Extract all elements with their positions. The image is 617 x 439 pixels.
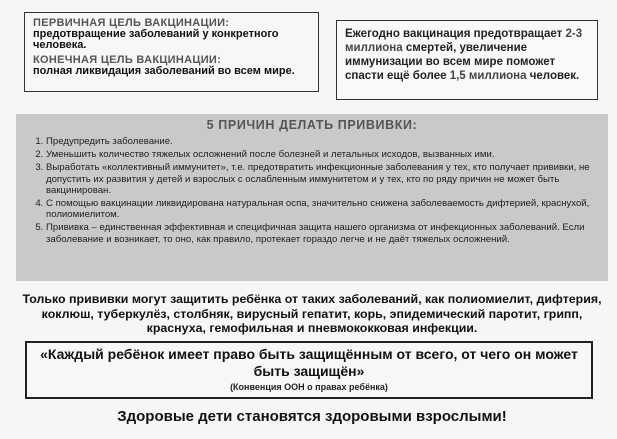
final-goal-text: полная ликвидация заболеваний во всем мире.: [33, 65, 295, 77]
vaccination-goals-box: [24, 12, 319, 92]
reason-item-4: 4. С помощью вакцинации ликвидирована натуральная оспа, значительно снижена заболеваемость дифтерией, краснухой, полиомиелитом.: [46, 198, 598, 220]
reason-item-3: 3. Выработать «коллективный иммунитет», т.е. предотвратить инфекционные заболевания у тех, кто получает прививки, не допустить их развития у детей и взрослых с ослабленным иммунитетом и у тех, кто по ряду причин не может быть вакцинирован.: [46, 162, 598, 196]
reasons-title: 5 ПРИЧИН ДЕЛАТЬ ПРИВИВКИ:: [206, 118, 418, 132]
reason-item-2: 2. Уменьшить количество тяжелых осложнений после болезней и летальных исходов, вызванных ими.: [46, 149, 598, 160]
stat-text-3: человек.: [529, 70, 580, 82]
stat-text-2: смертей, увеличение иммунизации во всем мире поможет спасти ещё более: [345, 42, 556, 82]
un-convention-quote-box: [25, 341, 593, 399]
reasons-list: [26, 136, 598, 245]
final-goal-heading: КОНЕЧНАЯ ЦЕЛЬ ВАКЦИНАЦИИ:: [33, 54, 222, 66]
primary-goal-heading: ПЕРВИЧНАЯ ЦЕЛЬ ВАКЦИНАЦИИ:: [33, 17, 230, 29]
reason-item-5: 5. Прививка – единственная эффективная и специфичная защита нашего организма от инфекционных заболеваний. Если заболевание и возникает, то оно, как правило, протекает гораздо легче и не даёт тяжелых осложнений.: [46, 222, 598, 244]
motto: Здоровые дети становятся здоровыми взрослыми!: [117, 408, 507, 425]
stat-number-deaths: 2-3 миллиона: [345, 28, 583, 54]
quote-source: (Конвенция ООН о правах ребёнка): [230, 382, 388, 392]
statistics-text: [345, 27, 589, 83]
quote-text: «Каждый ребёнок имеет право быть защищённым от всего, от чего он может быть защищён»: [40, 346, 578, 379]
primary-goal-text: предотвращение заболеваний у конкретного человека.: [33, 28, 279, 51]
five-reasons-section: [16, 114, 608, 281]
stat-text-1: Ежегодно вакцинация предотвращает: [345, 28, 563, 40]
stat-number-lives: 1,5 миллиона: [449, 70, 527, 82]
vaccination-statistics-box: [336, 20, 598, 100]
reason-item-1: 1. Предупредить заболевание.: [46, 136, 598, 147]
only-vaccines-paragraph: Только прививки могут защитить ребёнка от таких заболеваний, как полиомиелит, дифтерия, коклюш, туберкулёз, столбняк, вирусный гепатит, корь, эпидемический паротит, грипп, краснуха, гемофильная и пневмококковая инфекции.: [22, 292, 602, 335]
